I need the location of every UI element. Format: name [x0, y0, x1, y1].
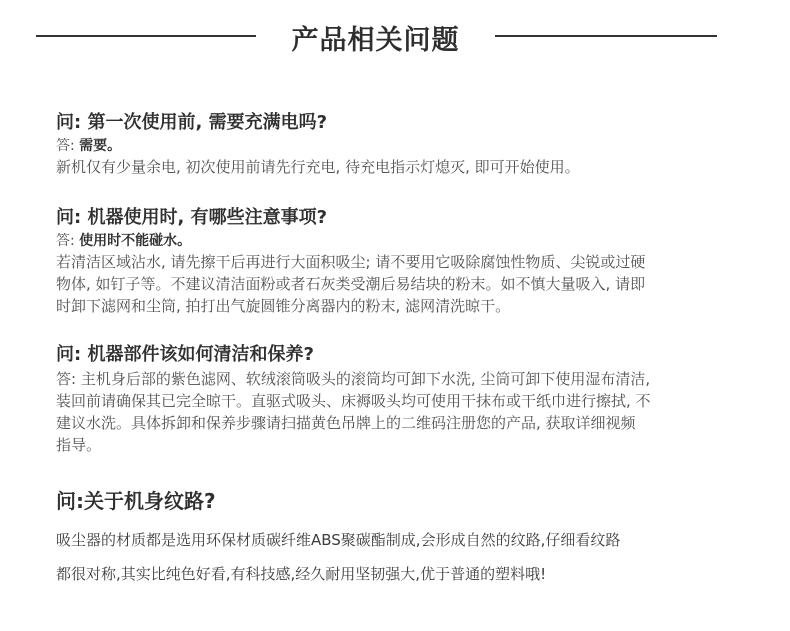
faq-item-3 — [56, 342, 746, 456]
answer-prefix: 答: — [56, 138, 80, 154]
header-divider-left — [36, 35, 256, 37]
faq-item-4 — [56, 487, 746, 591]
faq-answer-line: 指导。 — [56, 436, 102, 454]
faq-answer-line: 答: 主机身后部的紫色滤网、软绒滚筒吸头的滚筒均可卸下水洗, 尘筒可卸下使用湿布清洁, — [56, 370, 651, 388]
header-divider-right — [495, 35, 717, 37]
faq-answer-summary — [56, 231, 746, 251]
answer-highlight: 使用时不能碰水。 — [79, 233, 192, 249]
answer-highlight: 需要。 — [79, 138, 122, 154]
answer-prefix: 答: — [56, 233, 80, 249]
faq-question: 问: 机器使用时, 有哪些注意事项? — [56, 207, 328, 228]
faq-answer-line: 时卸下滤网和尘筒, 拍打出气旋圆锥分离器内的粉末, 滤网清洗晾干。 — [56, 297, 511, 315]
faq-answer-line: 若清洁区域沾水, 请先擦干后再进行大面积吸尘; 请不要用它吸除腐蚀性物质、尖锐或过硬 — [56, 253, 646, 271]
faq-answer-line: 物体, 如钉子等。不建议清洁面粉或者石灰类受潮后易结块的粉末。如不慎大量吸入, 请即 — [56, 275, 646, 293]
faq-answer-summary — [56, 136, 746, 156]
faq-answer-line: 都很对称,其实比纯色好看,有科技感,经久耐用坚韧强大,优于普通的塑料哦! — [56, 565, 547, 583]
section-header — [0, 14, 790, 58]
faq-question: 问: 机器部件该如何清洁和保养? — [56, 344, 314, 365]
faq-answer-detail: 新机仅有少量余电, 初次使用前请先行充电, 待充电指示灯熄灭, 即可开始使用。 — [56, 158, 580, 176]
faq-item-2 — [56, 205, 746, 317]
faq-answer-line: 建议水洗。具体拆卸和保养步骤请扫描黄色吊牌上的二维码注册您的产品, 获取详细视频 — [56, 414, 636, 432]
faq-answer-line: 装回前请确保其已完全晾干。直驱式吸头、床褥吸头均可使用干抹布或干纸巾进行擦拭, 不 — [56, 392, 651, 410]
faq-question: 问: 第一次使用前, 需要充满电吗? — [56, 112, 328, 133]
faq-item-1 — [56, 110, 746, 178]
faq-question: 问:关于机身纹路? — [56, 489, 216, 513]
page-title: 产品相关问题 — [291, 25, 460, 56]
faq-answer-line: 吸尘器的材质都是选用环保材质碳纤维ABS聚碳酯制成,会形成自然的纹路,仔细看纹路 — [56, 531, 621, 549]
